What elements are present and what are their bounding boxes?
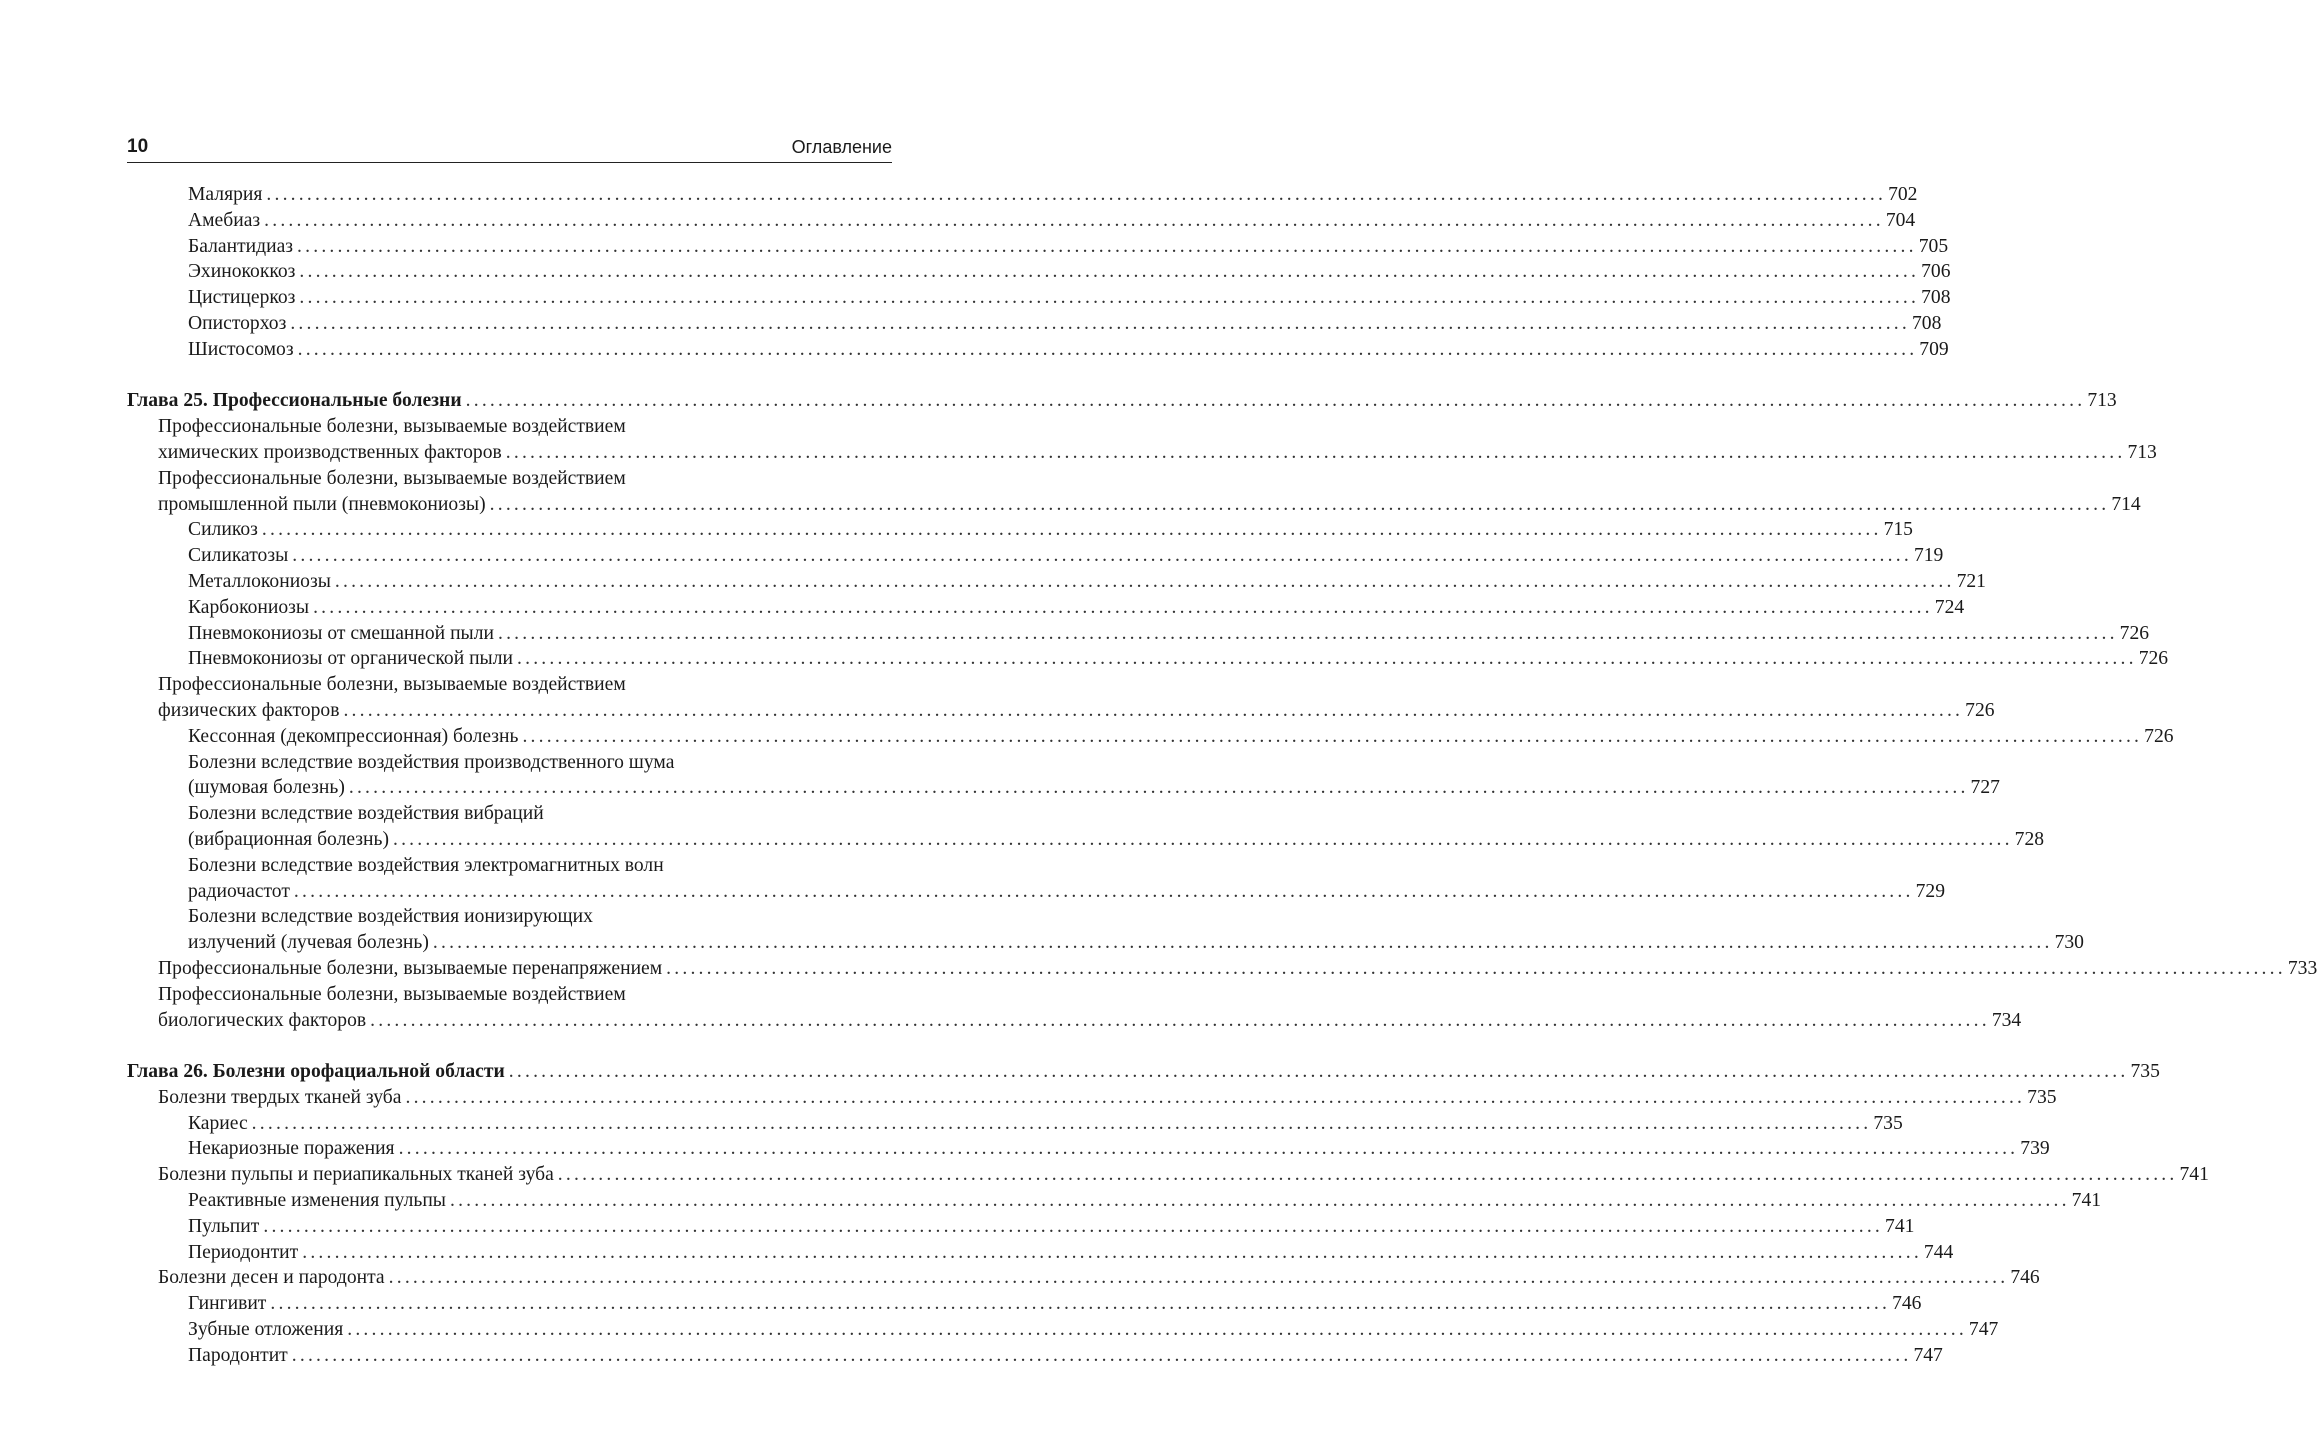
toc-section-line: Профессиональные болезни, вызываемые воздействием	[158, 467, 626, 489]
toc-entry[interactable]: Малярия ........................................................................................................................................................................................................ 702	[127, 182, 886, 208]
dot-leader: ........................................................................................................................................................................................................	[343, 699, 1964, 721]
toc-entry[interactable]: Пневмокониозы от смешанной пыли ........................................................................................................................................................................................................ 726	[127, 621, 886, 647]
toc-entry-line: Болезни вследствие воздействия электромагнитных волн	[188, 854, 664, 876]
dot-leader: ........................................................................................................................................................................................................	[388, 1267, 2009, 1289]
dot-leader: ........................................................................................................................................................................................................	[291, 1344, 1912, 1366]
dot-leader: ........................................................................................................................................................................................................	[293, 880, 1914, 902]
dot-leader: ........................................................................................................................................................................................................	[299, 261, 1920, 283]
toc-entry[interactable]: Зубные отложения ........................................................................................................................................................................................................ 747	[127, 1317, 886, 1343]
dot-leader: ........................................................................................................................................................................................................	[522, 725, 2143, 747]
dot-leader: ........................................................................................................................................................................................................	[398, 1138, 2019, 1160]
toc-entry[interactable]: Карбокониозы ........................................................................................................................................................................................................ 724	[127, 595, 886, 621]
dot-leader: ........................................................................................................................................................................................................	[266, 184, 1887, 205]
dot-leader: ........................................................................................................................................................................................................	[292, 545, 1912, 567]
dot-leader: ........................................................................................................................................................................................................	[290, 312, 1910, 334]
toc-chapter-26[interactable]: Глава 26. Болезни орофациальной области ........................................................................................................................................................................................................ 735	[127, 1059, 886, 1085]
toc-section[interactable]: физических факторов ........................................................................................................................................................................................................ 726	[127, 698, 886, 724]
dot-leader: ........................................................................................................................................................................................................	[348, 777, 1969, 799]
toc-entry[interactable]: излучений (лучевая болезнь) ........................................................................................................................................................................................................ 730	[127, 930, 886, 956]
toc-section[interactable]: Профессиональные болезни, вызываемые перенапряжением ........................................................................................................................................................................................................ 733	[127, 956, 886, 982]
table-of-contents	[127, 182, 2317, 1369]
dot-leader: ........................................................................................................................................................................................................	[347, 1319, 1967, 1341]
dot-leader: ........................................................................................................................................................................................................	[405, 1086, 2026, 1108]
toc-entry[interactable]: Шистосомоз ........................................................................................................................................................................................................ 709	[127, 337, 886, 363]
dot-leader: ........................................................................................................................................................................................................	[299, 287, 1920, 309]
toc-entry[interactable]: Эхинококкоз ........................................................................................................................................................................................................ 706	[127, 259, 886, 285]
toc-section[interactable]: Болезни твердых тканей зуба ........................................................................................................................................................................................................ 735	[127, 1085, 886, 1111]
dot-leader: ........................................................................................................................................................................................................	[489, 493, 2110, 515]
toc-entry[interactable]: Пародонтит ........................................................................................................................................................................................................ 747	[127, 1343, 886, 1369]
dot-leader: ........................................................................................................................................................................................................	[497, 622, 2118, 644]
toc-entry[interactable]: Силикоз ........................................................................................................................................................................................................ 715	[127, 517, 886, 543]
dot-leader: ........................................................................................................................................................................................................	[334, 570, 1955, 592]
toc-entry[interactable]: Пульпит ........................................................................................................................................................................................................ 741	[127, 1214, 886, 1240]
page-header	[127, 136, 892, 163]
dot-leader: ........................................................................................................................................................................................................	[313, 596, 1933, 618]
toc-entry[interactable]: Реактивные изменения пульпы ........................................................................................................................................................................................................ 741	[127, 1188, 886, 1214]
toc-entry[interactable]: Кариес ........................................................................................................................................................................................................ 735	[127, 1111, 886, 1137]
dot-leader: ........................................................................................................................................................................................................	[297, 338, 1918, 360]
dot-leader: ........................................................................................................................................................................................................	[465, 390, 2086, 412]
toc-entry[interactable]: Периодонтит ........................................................................................................................................................................................................ 744	[127, 1240, 886, 1266]
page-number: 10	[127, 136, 149, 157]
toc-section[interactable]: Болезни пульпы и периапикальных тканей зуба ........................................................................................................................................................................................................ 741	[127, 1162, 886, 1188]
dot-leader: ........................................................................................................................................................................................................	[297, 235, 1917, 257]
toc-entry[interactable]: Амебиаз ........................................................................................................................................................................................................ 704	[127, 208, 886, 234]
toc-section[interactable]: химических производственных факторов ........................................................................................................................................................................................................ 713	[127, 440, 886, 466]
toc-entry[interactable]: Силикатозы ........................................................................................................................................................................................................ 719	[127, 543, 886, 569]
dot-leader: ........................................................................................................................................................................................................	[666, 957, 2286, 979]
dot-leader: ........................................................................................................................................................................................................	[264, 209, 1884, 231]
dot-leader: ........................................................................................................................................................................................................	[251, 1112, 1872, 1134]
dot-leader: ........................................................................................................................................................................................................	[270, 1293, 1891, 1315]
dot-leader: ........................................................................................................................................................................................................	[557, 1164, 2178, 1186]
toc-entry[interactable]: Цистицеркоз ........................................................................................................................................................................................................ 708	[127, 285, 886, 311]
toc-entry[interactable]: Кессонная (декомпрессионная) болезнь ........................................................................................................................................................................................................ 726	[127, 724, 886, 750]
toc-entry[interactable]: Металлокониозы ........................................................................................................................................................................................................ 721	[127, 569, 886, 595]
dot-leader: ........................................................................................................................................................................................................	[302, 1241, 1922, 1263]
toc-section-line: Профессиональные болезни, вызываемые воздействием	[158, 983, 626, 1005]
toc-entry-line: Болезни вследствие воздействия производственного шума	[188, 751, 675, 773]
toc-entry[interactable]: (вибрационная болезнь) ........................................................................................................................................................................................................ 728	[127, 827, 886, 853]
running-title: Оглавление	[791, 137, 892, 157]
toc-entry-line: Болезни вследствие воздействия вибраций	[188, 803, 544, 825]
toc-section[interactable]: промышленной пыли (пневмокониозы) ........................................................................................................................................................................................................ 714	[127, 492, 886, 518]
dot-leader: ........................................................................................................................................................................................................	[508, 1061, 2129, 1083]
toc-section-line: Профессиональные болезни, вызываемые воздействием	[158, 416, 626, 438]
toc-entry[interactable]: Гингивит ........................................................................................................................................................................................................ 746	[127, 1291, 886, 1317]
dot-leader: ........................................................................................................................................................................................................	[505, 441, 2126, 463]
toc-entry[interactable]: (шумовая болезнь) ........................................................................................................................................................................................................ 727	[127, 775, 886, 801]
toc-section[interactable]: биологических факторов ........................................................................................................................................................................................................ 734	[127, 1008, 886, 1034]
toc-entry[interactable]: Пневмокониозы от органической пыли ........................................................................................................................................................................................................ 726	[127, 646, 886, 672]
dot-leader: ........................................................................................................................................................................................................	[392, 828, 2013, 850]
toc-section-line: Профессиональные болезни, вызываемые воздействием	[158, 674, 626, 696]
dot-leader: ........................................................................................................................................................................................................	[261, 519, 1882, 541]
dot-leader: ........................................................................................................................................................................................................	[517, 648, 2137, 670]
toc-entry[interactable]: Описторхоз ........................................................................................................................................................................................................ 708	[127, 311, 886, 337]
toc-entry-line: Болезни вследствие воздействия ионизирующих	[188, 906, 593, 928]
toc-section[interactable]: Болезни десен и пародонта ........................................................................................................................................................................................................ 746	[127, 1265, 886, 1291]
toc-entry[interactable]: Некариозные поражения ........................................................................................................................................................................................................ 739	[127, 1136, 886, 1162]
toc-entry[interactable]: радиочастот ........................................................................................................................................................................................................ 729	[127, 879, 886, 905]
dot-leader: ........................................................................................................................................................................................................	[370, 1009, 1990, 1031]
toc-chapter-25[interactable]: Глава 25. Профессиональные болезни ........................................................................................................................................................................................................ 713	[127, 388, 886, 414]
toc-entry[interactable]: Балантидиаз ........................................................................................................................................................................................................ 705	[127, 234, 886, 260]
dot-leader: ........................................................................................................................................................................................................	[263, 1215, 1884, 1237]
dot-leader: ........................................................................................................................................................................................................	[449, 1190, 2070, 1212]
dot-leader: ........................................................................................................................................................................................................	[432, 932, 2053, 954]
